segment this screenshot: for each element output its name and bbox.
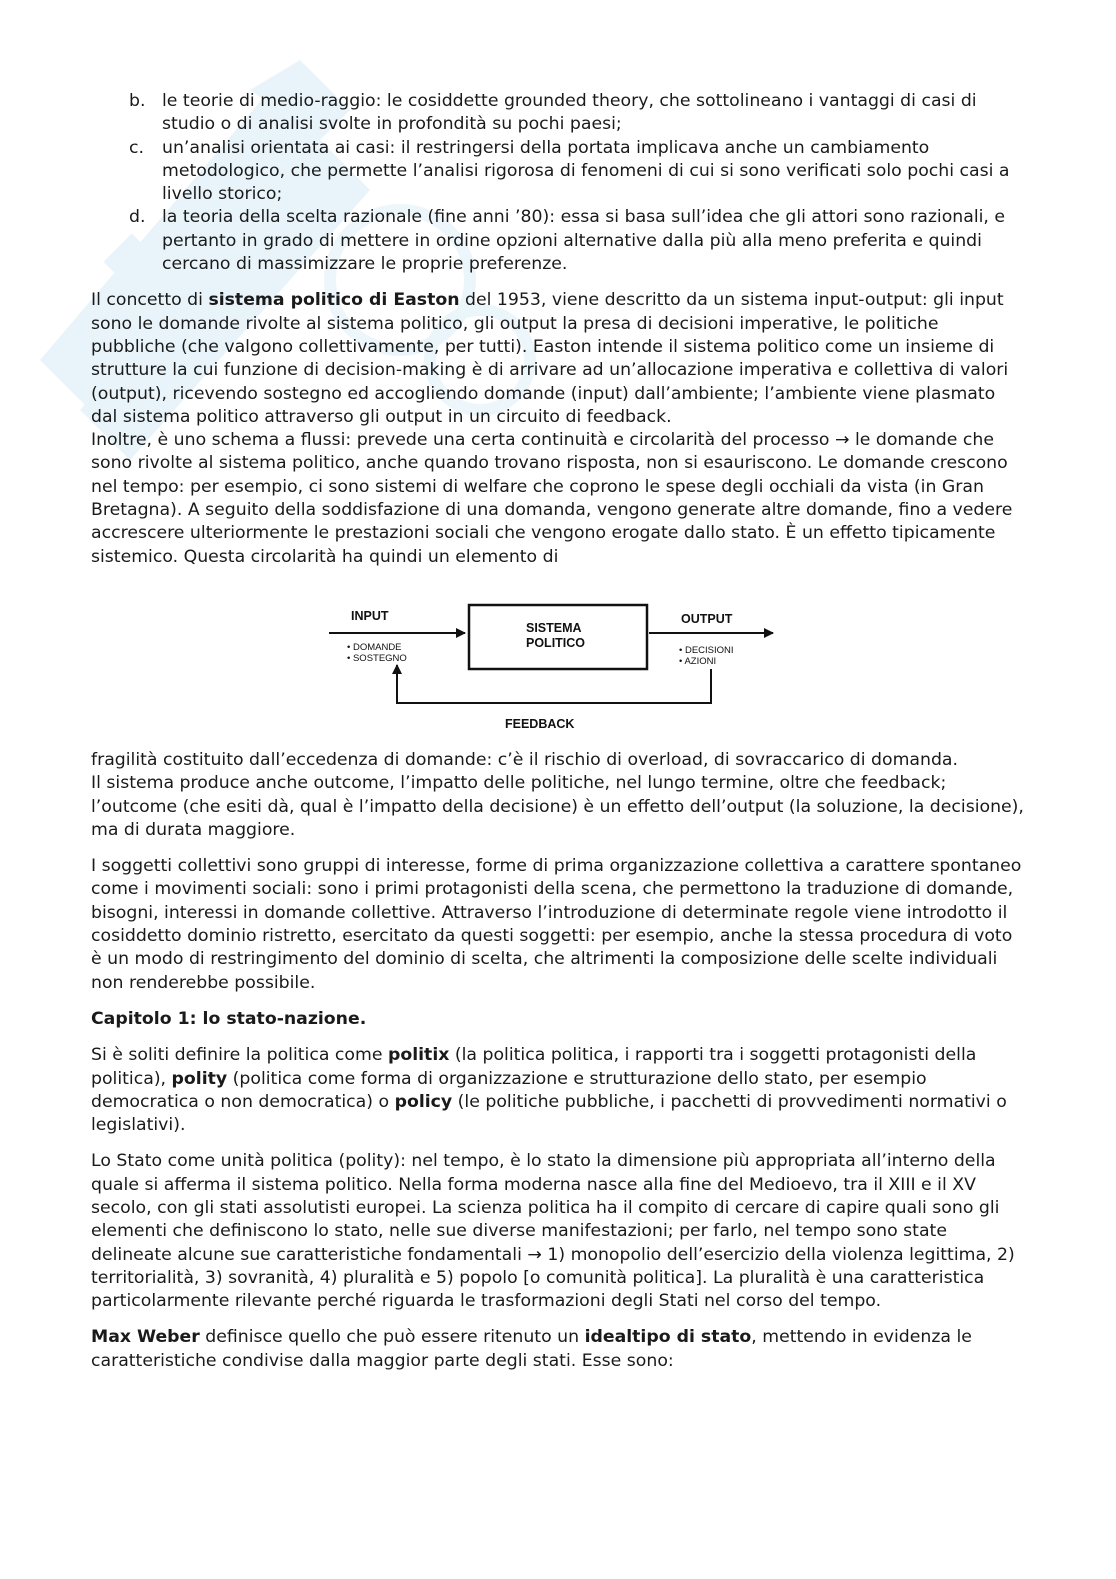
system-label-line2: POLITICO — [526, 635, 586, 650]
politics-definition-paragraph: Si è soliti definire la politica come politix (la politica politica, i rapporti tra i soggetti protagonisti della politica), polity (politica come forma di organizzazione e strutturazione dello stato, per esempio democratica o non democratica) o policy (le politiche pubbliche, i pacchetti di provvedimenti normativi o legislativi). — [91, 1045, 1007, 1136]
easton-paragraph: Il concetto di sistema politico di Easton del 1953, viene descritto da un sistema input-output: gli input sono le domande rivolte al sistema politico, gli output la presa di decisioni imperative, le politiche pubbliche (che valgono collettivamente, per tutti). Easton intende il sistema politico come un insieme di strutture la cui funzione di decision-making è di arrivare ad un’allocazione imperativa e collettiva di valori (output), ricevendo sostegno ed accogliendo domande (input) dall’ambiente; l’ambiente viene plasmato dal sistema politico attraverso gli output in un circuito di feedback. — [91, 290, 1009, 427]
state-paragraph: Lo Stato come unità politica (polity): nel tempo, è lo stato la dimensione più appropriata all’interno della quale si afferma il sistema politico. Nella forma moderna nasce alla fine del Medioevo, tra il XIII e il XV secolo, con gli stati assolutisti europei. La scienza politica ha il compito di cercare di capire quali sono gli elementi che definiscono lo stato, nelle sue diverse manifestazioni; per farlo, nel tempo sono state delineate alcune sue caratteristiche fondamentali → 1) monopolio dell’esercizio della violenza legittima, 2) territorialità, 3) sovranità, 4) pluralità e 5) popolo [o comunità politica]. La pluralità è una caratteristica particolarmente rilevante perché riguarda le trasformazioni degli Stati nel corso del tempo. — [91, 1151, 1015, 1312]
fragility-paragraph: fragilità costituito dall’eccedenza di domande: c’è il rischio di overload, di sovraccarico di domanda. — [91, 749, 958, 770]
feedback-label: FEEDBACK — [505, 716, 575, 731]
list-item-text: la teoria della scelta razionale (fine anni ’80): essa si basa sull’idea che gli attori sono razionali, e pertanto in grado di mettere in ordine opzioni alternative dalla più alla meno preferita e quindi cercano di massimizzare le proprie preferenze. — [162, 207, 1006, 275]
output-label: OUTPUT — [681, 611, 733, 626]
document-body — [91, 90, 1026, 1373]
list-marker: b. — [129, 91, 146, 111]
list-item — [91, 90, 1026, 137]
input-item: • SOSTEGNO — [347, 652, 407, 664]
system-label-line1: SISTEMA — [526, 620, 582, 635]
list-marker: d. — [129, 207, 146, 228]
easton-system-diagram — [321, 591, 791, 741]
list-item — [91, 206, 1026, 276]
feedback-loop — [397, 665, 711, 703]
chapter-heading: Capitolo 1: lo stato-nazione. — [91, 1008, 367, 1029]
flow-paragraph: Inoltre, è uno schema a flussi: prevede una certa continuità e circolarità del processo → le domande che sono rivolte al sistema politico, anche quando trovano risposta, non si esauriscono. Le domande crescono nel tempo: per esempio, ci sono sistemi di welfare che coprono le spese degli occhiali da vista (in Gran Bretagna). A seguito della soddisfazione di una domanda, vengono generate altre domande, fino a vedere accrescere ulteriormente le prestazioni sociali che vengono erogate dallo stato. È un effetto tipicamente sistemico. Questa circolarità ha quindi un elemento di — [91, 430, 1013, 567]
output-item: • AZIONI — [679, 655, 717, 667]
outcome-paragraph: Il sistema produce anche outcome, l’impatto delle politiche, nel lungo termine, oltre che feedback; l’outcome (che esiti dà, qual è l’impatto della decisione) è un effetto dell’output (la soluzione, la decisione), ma di durata maggiore. — [91, 773, 1024, 840]
list-item-text: un’analisi orientata ai casi: il restringersi della portata implicava anche un cambiamento metodologico, che permette l’analisi rigorosa di fenomeni di cui si sono verificati solo pochi casi a livello storico; — [162, 137, 1010, 205]
weber-paragraph: Max Weber definisce quello che può essere ritenuto un idealtipo di stato, mettendo in evidenza le caratteristiche condivise dalla maggior parte degli stati. Esse sono: — [91, 1327, 972, 1371]
list-marker: c. — [129, 137, 144, 158]
input-label: INPUT — [351, 608, 389, 623]
output-item: • DECISIONI — [679, 644, 734, 656]
easton-term: sistema politico di Easton — [208, 290, 460, 311]
list-item — [91, 137, 1026, 207]
input-item: • DOMANDE — [347, 641, 402, 653]
list-item-text: le teorie di medio-raggio: le cosiddette grounded theory, che sottolineano i vantaggi di casi di studio o di analisi svolte in profondità su pochi paesi; — [162, 91, 977, 135]
collective-subjects-paragraph: I soggetti collettivi sono gruppi di interesse, forme di prima organizzazione collettiva a carattere spontaneo come i movimenti sociali: sono i primi protagonisti della scena, che permettono la traduzione di domande, bisogni, interessi in domande collettive. Attraverso l’introduzione di determinate regole viene introdotto il cosiddetto dominio ristretto, esercitato da questi soggetti: per esempio, anche la stessa procedura di voto è un modo di restringimento del dominio di scelta, che altrimenti la composizione delle scelte individuali non renderebbe possibile. — [91, 856, 1022, 993]
